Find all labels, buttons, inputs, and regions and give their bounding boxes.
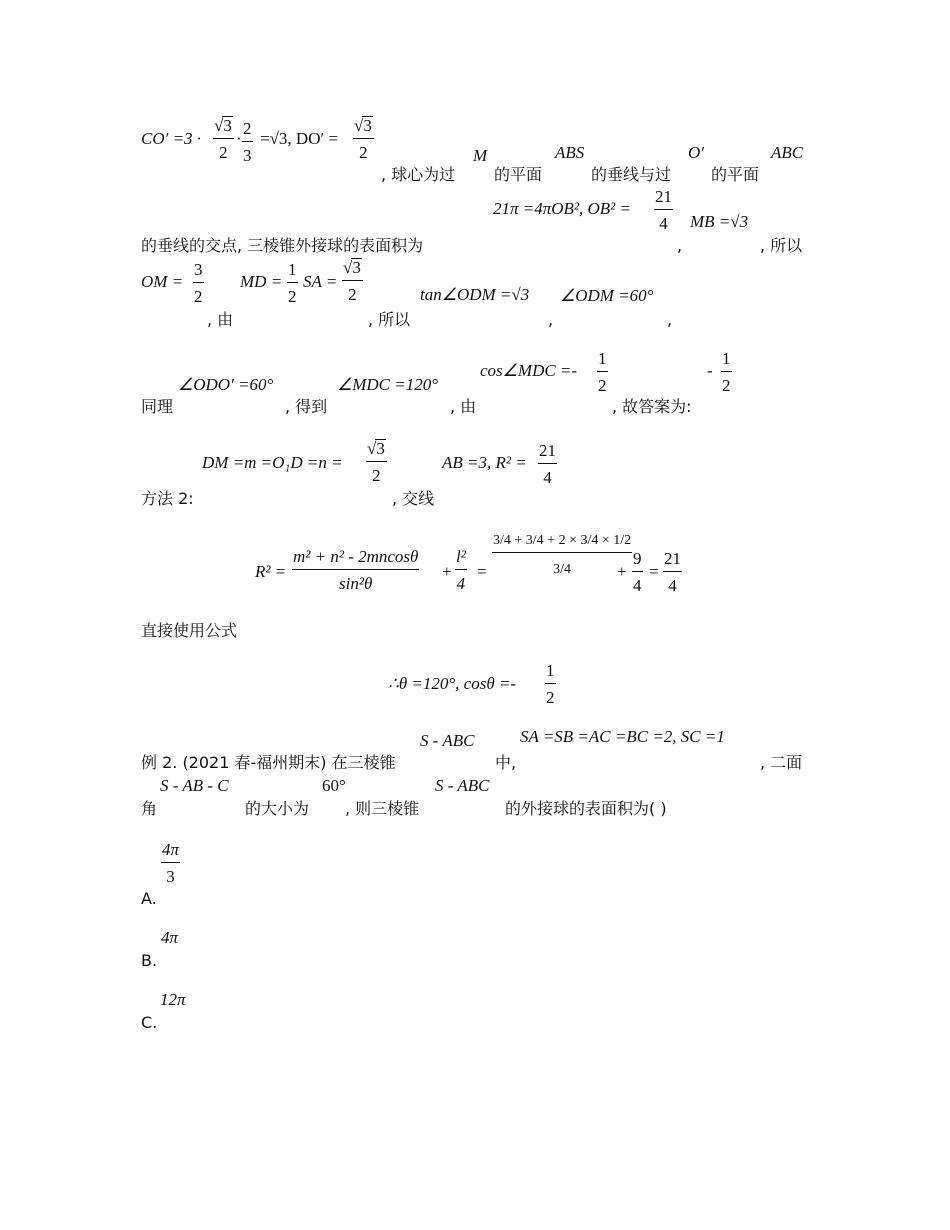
fraction-2-over-3: $\frac{2}{3}$	[243, 119, 252, 165]
plus-sign: +	[442, 562, 452, 581]
label-o-prime: O′	[688, 143, 704, 162]
r2-lhs: R² =	[255, 562, 287, 581]
text-so: , 所以	[368, 310, 411, 329]
equals-sign: =	[477, 562, 487, 581]
fraction-neg-1-over-2-c: $\frac{1}{2}$	[546, 661, 555, 707]
text-intersection-line: , 交线	[392, 489, 435, 508]
example-text-size: 的大小为	[245, 799, 310, 818]
label-abs: ABS	[555, 143, 585, 162]
negative-sign: -	[707, 361, 713, 380]
text-plane-2: 的平面	[711, 165, 760, 184]
fraction-law-of-cosines: $\frac{\text{m² + n² - 2mncosθ}}{\text{sin²θ}}$	[293, 547, 419, 593]
example-dihedral-edge: S - AB - C	[160, 776, 229, 795]
option-c-letter[interactable]: C.	[141, 1013, 158, 1032]
tan-odm-expression: tan∠ODM =√3	[420, 285, 530, 304]
angle-odo-expression: ∠ODO′ =60°	[178, 375, 274, 394]
method-2-heading: 方法 2:	[141, 489, 194, 508]
option-c-value: 12π	[160, 990, 186, 1009]
example-conditions: SA =SB =AC =BC =2, SC =1	[520, 727, 725, 746]
fraction-3-over-2: $\frac{3}{2}$	[194, 260, 203, 306]
fraction-21-over-4: $\frac{21}{4}$	[655, 187, 672, 233]
example-text-question: 的外接球的表面积为( )	[505, 799, 667, 818]
option-b-letter[interactable]: B.	[141, 951, 158, 970]
comma-2: ,	[548, 310, 554, 329]
equals-sqrt3-do-prime: =√3, DO′ =	[260, 129, 339, 148]
co-prime-expression: CO′ =3 ·	[141, 129, 202, 148]
cos-mdc-expression: cos∠MDC =-	[480, 361, 578, 380]
example-line-1: 例 2. (2021 春-福州期末) 在三棱锥	[141, 753, 396, 772]
dm-expression: DM =m =O₁D =n =	[202, 453, 343, 472]
example-text-dihedral: , 二面	[760, 753, 803, 772]
fraction-sqrt3-over-2: $\frac{√3}{2}$	[214, 116, 232, 162]
fraction-9-over-4: $\frac{9}{4}$	[633, 549, 642, 595]
label-abc: ABC	[771, 143, 804, 162]
example-60-degrees: 60°	[322, 776, 346, 795]
fraction-sqrt3-over-2-c: $\frac{√3}{2}$	[343, 258, 361, 304]
example-text-then-pyramid: , 则三棱锥	[345, 799, 420, 818]
angle-odm-expression: ∠ODM =60°	[560, 286, 654, 305]
dot-operator: ·	[236, 129, 242, 148]
text-use-formula-directly: 直接使用公式	[141, 621, 238, 640]
example-text-angle: 角	[141, 799, 158, 818]
sa-expression: SA =	[303, 272, 338, 291]
text-perpendicular: 的垂线与过	[591, 165, 672, 184]
angle-mdc-expression: ∠MDC =120°	[337, 375, 439, 394]
equals-sign-2: =	[649, 562, 659, 581]
fraction-21-over-4-c: $\frac{21}{4}$	[664, 549, 681, 595]
fraction-sqrt3-over-2-d: $\frac{√3}{2}$	[367, 439, 385, 485]
md-expression: MD =	[240, 272, 283, 291]
fraction-l2-over-4: $\frac{\text{l²}}{4}$	[456, 547, 466, 593]
fraction-21-over-4-b: $\frac{21}{4}$	[539, 441, 556, 487]
comma-3: ,	[667, 310, 673, 329]
fraction-neg-1-over-2: $\frac{1}{2}$	[598, 349, 607, 395]
text-therefore: , 所以	[760, 236, 803, 255]
fraction-1-over-2: $\frac{1}{2}$	[288, 260, 297, 306]
option-a-value: $\frac{4\pi}{3}$	[162, 840, 180, 886]
comma-1: ,	[677, 236, 683, 255]
text-obtain: , 得到	[285, 397, 328, 416]
text-similarly: 同理	[141, 397, 174, 416]
theta-expression: ∴θ =120°, cosθ =-	[388, 674, 517, 693]
text-answer-is: , 故答案为:	[612, 397, 692, 416]
text-intersection-surface-area: 的垂线的交点, 三棱锥外接球的表面积为	[141, 236, 424, 255]
ab-r2-expression: AB =3, R² =	[442, 453, 527, 472]
option-b-value: 4π	[161, 928, 179, 947]
example-text-in: 中,	[495, 753, 517, 772]
text-by: , 由	[207, 310, 234, 329]
plus-sign-2: +	[617, 562, 627, 581]
example-sabc: S - ABC	[420, 731, 475, 750]
surface-area-equation: 21π =4πOB², OB² =	[493, 199, 631, 218]
fraction-compound: $\frac{3/4 + 3/4 + 2 \times 3/4 \times 1/2}{3/4}$	[493, 533, 632, 577]
example-sabc-2: S - ABC	[435, 776, 490, 795]
om-expression: OM =	[141, 272, 184, 291]
text-sphere-center: , 球心为过	[381, 165, 456, 184]
label-m: M	[473, 146, 488, 165]
fraction-neg-1-over-2-b: $\frac{1}{2}$	[722, 349, 731, 395]
text-plane-1: 的平面	[494, 165, 543, 184]
mb-expression: MB =√3	[690, 212, 749, 231]
option-a-letter[interactable]: A.	[141, 889, 157, 908]
text-by-2: , 由	[450, 397, 477, 416]
fraction-sqrt3-over-2-b: $\frac{√3}{2}$	[354, 116, 372, 162]
